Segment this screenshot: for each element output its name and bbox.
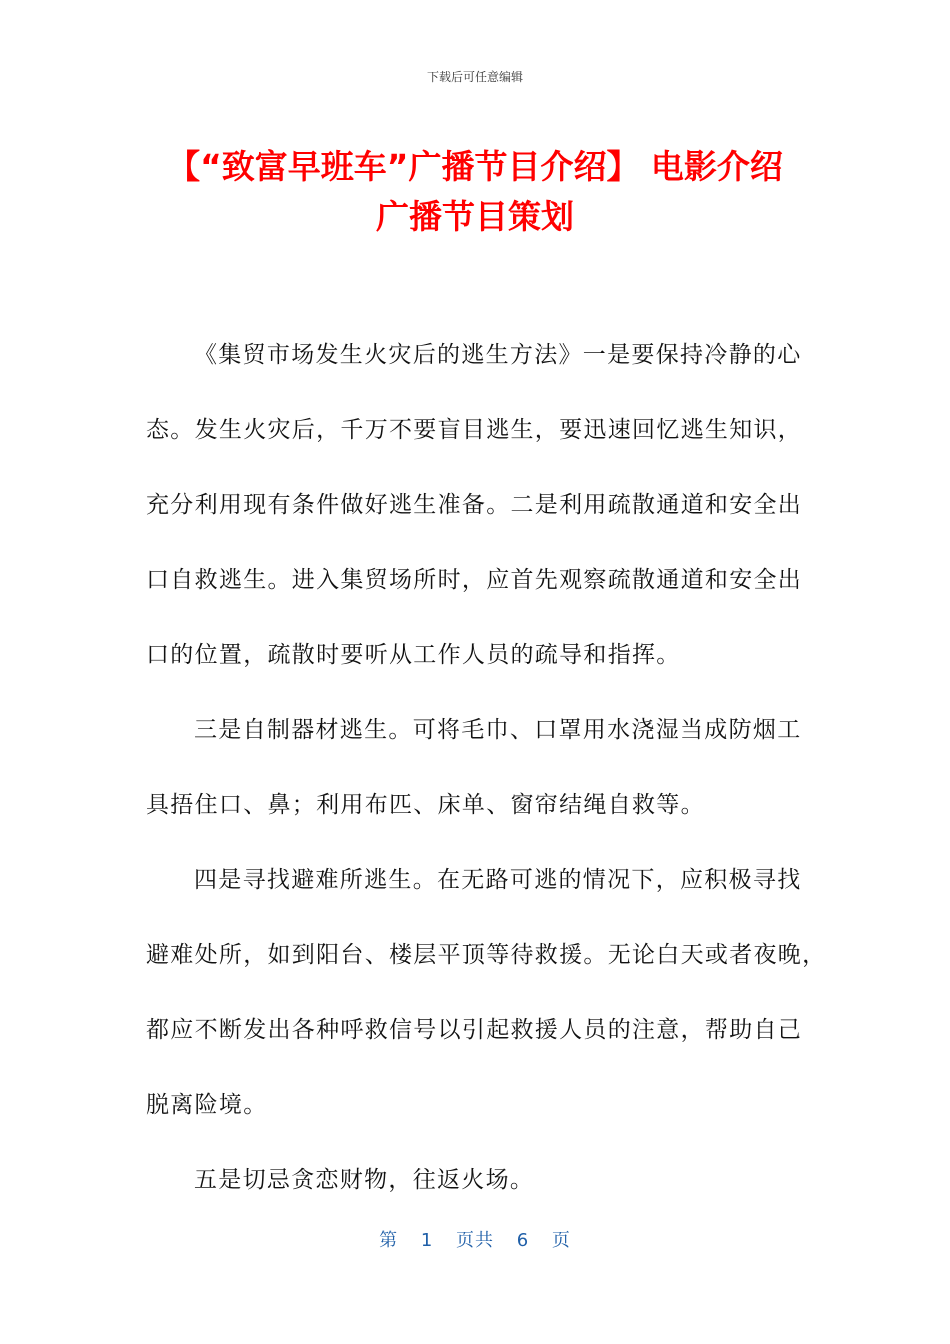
body-line: 口自救逃生。进入集贸场所时，应首先观察疏散通道和安全出 xyxy=(146,567,803,593)
document-title xyxy=(100,142,850,242)
body-text xyxy=(146,318,827,1218)
footer-prefix: 第 xyxy=(379,1230,399,1251)
body-line: 口的位置，疏散时要听从工作人员的疏导和指挥。 xyxy=(146,642,681,668)
body-line: 五是切忌贪恋财物，往返火场。 xyxy=(194,1167,535,1193)
body-line: 《集贸市场发生火灾后的逃生方法》一是要保持冷静的心 xyxy=(194,342,802,368)
body-line: 充分利用现有条件做好逃生准备。二是利用疏散通道和安全出 xyxy=(146,492,803,518)
footer-suffix: 页 xyxy=(551,1230,571,1251)
body-line: 态。发生火灾后，千万不要盲目逃生，要迅速回忆逃生知识， xyxy=(146,417,803,443)
footer-middle: 页共 xyxy=(456,1230,494,1251)
title-line-2: 广播节目策划 xyxy=(376,197,574,236)
body-line: 避难处所，如到阳台、楼层平顶等待救援。无论白天或者夜晚， xyxy=(146,942,827,968)
header-note: 下载后可任意编辑 xyxy=(426,70,523,84)
body-line: 三是自制器材逃生。可将毛巾、口罩用水浇湿当成防烟工 xyxy=(194,717,802,743)
title-line-1: 【“致富早班车”广播节目介绍】 电影介绍 xyxy=(167,147,783,186)
body-line: 四是寻找避难所逃生。在无路可逃的情况下，应积极寻找 xyxy=(194,867,802,893)
page-footer xyxy=(0,1226,950,1252)
body-line: 都应不断发出各种呼救信号以引起救援人员的注意，帮助自己 xyxy=(146,1017,803,1043)
body-line: 脱离险境。 xyxy=(146,1092,268,1118)
body-line: 具捂住口、鼻；利用布匹、床单、窗帘结绳自救等。 xyxy=(146,792,705,818)
footer-page-number: 1 xyxy=(420,1230,434,1251)
footer-total-pages: 6 xyxy=(516,1230,530,1251)
